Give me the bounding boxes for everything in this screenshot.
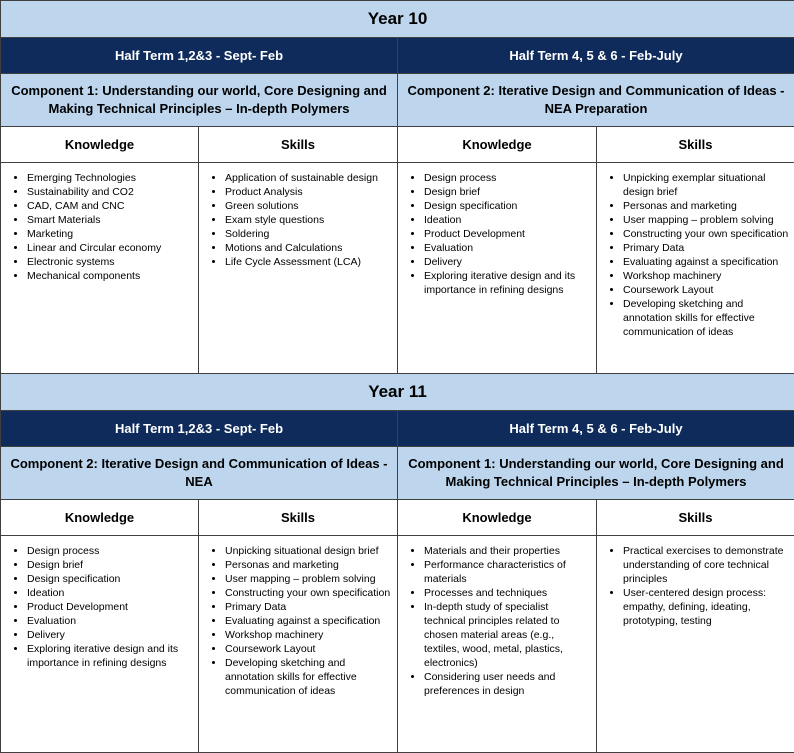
list-item: • Mechanical components — [27, 269, 194, 283]
list-item: • Marketing — [27, 227, 194, 241]
list-item: • Workshop machinery — [225, 628, 393, 642]
year-11-skills-list-2 — [597, 536, 794, 628]
list-item: • Considering user needs and preferences in design — [424, 670, 592, 698]
year-11-skills-cell-2 — [597, 536, 794, 753]
list-item: • Coursework Layout — [623, 283, 790, 297]
year-10-term-2-heading: Half Term 4, 5 & 6 - Feb-July — [398, 38, 794, 74]
list-item: • Practical exercises to demonstrate understanding of core technical principles — [623, 544, 790, 586]
list-item: • Design process — [27, 544, 194, 558]
year-10-skills-list-2 — [597, 163, 794, 339]
year-11-knowledge-list-1 — [1, 536, 198, 670]
list-item: • Green solutions — [225, 199, 393, 213]
year-11-knowledge-header-2: Knowledge — [398, 500, 597, 536]
year-10-term-1-component: Component 1: Understanding our world, Core Designing and Making Technical Principles – In-depth Polymers — [1, 74, 398, 127]
list-item: • Evaluation — [27, 614, 194, 628]
list-item: • Design process — [424, 171, 592, 185]
year-11-skills-cell-1 — [199, 536, 398, 753]
year-11-term-2-heading: Half Term 4, 5 & 6 - Feb-July — [398, 411, 794, 447]
list-item: • Materials and their properties — [424, 544, 592, 558]
list-item: • Exploring iterative design and its importance in refining designs — [27, 642, 194, 670]
year-10-skills-header-2: Skills — [597, 127, 794, 163]
list-item: • Primary Data — [225, 600, 393, 614]
year-10-knowledge-cell-1 — [1, 163, 199, 374]
list-item: • Coursework Layout — [225, 642, 393, 656]
list-item: • Sustainability and CO2 — [27, 185, 194, 199]
list-item: • Processes and techniques — [424, 586, 592, 600]
list-item: • Workshop machinery — [623, 269, 790, 283]
list-item: • Constructing your own specification — [225, 586, 393, 600]
list-item: • Exam style questions — [225, 213, 393, 227]
year-10-skills-list-1 — [199, 163, 397, 269]
list-item: • Ideation — [424, 213, 592, 227]
list-item: • Evaluation — [424, 241, 592, 255]
list-item: • Exploring iterative design and its importance in refining designs — [424, 269, 592, 297]
year-11-heading: Year 11 — [1, 374, 794, 411]
list-item: • Motions and Calculations — [225, 241, 393, 255]
list-item: • Primary Data — [623, 241, 790, 255]
list-item: • Product Development — [27, 600, 194, 614]
list-item: • Performance characteristics of materials — [424, 558, 592, 586]
list-item: • Delivery — [424, 255, 592, 269]
list-item: • Smart Materials — [27, 213, 194, 227]
year-10-heading: Year 10 — [1, 1, 794, 38]
list-item: • Linear and Circular economy — [27, 241, 194, 255]
list-item: • Design brief — [27, 558, 194, 572]
list-item: • Soldering — [225, 227, 393, 241]
list-item: • Unpicking situational design brief — [225, 544, 393, 558]
year-10-term-2-component: Component 2: Iterative Design and Communication of Ideas - NEA Preparation — [398, 74, 794, 127]
list-item: • Design specification — [27, 572, 194, 586]
list-item: • Unpicking exemplar situational design brief — [623, 171, 790, 199]
list-item: • Design brief — [424, 185, 592, 199]
year-10-knowledge-header-1: Knowledge — [1, 127, 199, 163]
year-11-knowledge-cell-2 — [398, 536, 597, 753]
list-item: • Evaluating against a specification — [623, 255, 790, 269]
year-10-skills-cell-2 — [597, 163, 794, 374]
list-item: • Life Cycle Assessment (LCA) — [225, 255, 393, 269]
year-11-table — [0, 373, 794, 753]
list-item: • Personas and marketing — [623, 199, 790, 213]
list-item: • Delivery — [27, 628, 194, 642]
year-11-knowledge-cell-1 — [1, 536, 199, 753]
year-11-term-2-component: Component 1: Understanding our world, Core Designing and Making Technical Principles – In-depth Polymers — [398, 447, 794, 500]
list-item: • Design specification — [424, 199, 592, 213]
list-item: • Developing sketching and annotation skills for effective communication of ideas — [623, 297, 790, 339]
year-11-term-1-heading: Half Term 1,2&3 - Sept- Feb — [1, 411, 398, 447]
year-11-knowledge-header-1: Knowledge — [1, 500, 199, 536]
year-10-term-1-heading: Half Term 1,2&3 - Sept- Feb — [1, 38, 398, 74]
list-item: • CAD, CAM and CNC — [27, 199, 194, 213]
list-item: • User mapping – problem solving — [225, 572, 393, 586]
list-item: • Electronic systems — [27, 255, 194, 269]
year-11-skills-header-1: Skills — [199, 500, 398, 536]
year-10-knowledge-header-2: Knowledge — [398, 127, 597, 163]
year-11-skills-list-1 — [199, 536, 397, 698]
year-10-table — [0, 0, 794, 374]
year-10-knowledge-list-1 — [1, 163, 198, 283]
list-item: • Product Development — [424, 227, 592, 241]
year-11-term-1-component: Component 2: Iterative Design and Communication of Ideas - NEA — [1, 447, 398, 500]
year-10-skills-cell-1 — [199, 163, 398, 374]
list-item: • Ideation — [27, 586, 194, 600]
list-item: • In-depth study of specialist technical principles related to chosen material areas (e.g., textiles, wood, metal, plastics, electronics) — [424, 600, 592, 670]
year-10-knowledge-list-2 — [398, 163, 596, 297]
year-11-skills-header-2: Skills — [597, 500, 794, 536]
list-item: • User mapping – problem solving — [623, 213, 790, 227]
year-11-knowledge-list-2 — [398, 536, 596, 698]
list-item: • Evaluating against a specification — [225, 614, 393, 628]
year-10-skills-header-1: Skills — [199, 127, 398, 163]
list-item: • Personas and marketing — [225, 558, 393, 572]
list-item: • Emerging Technologies — [27, 171, 194, 185]
list-item: • Developing sketching and annotation skills for effective communication of ideas — [225, 656, 393, 698]
list-item: • User-centered design process: empathy, defining, ideating, prototyping, testing — [623, 586, 790, 628]
list-item: • Constructing your own specification — [623, 227, 790, 241]
list-item: • Application of sustainable design — [225, 171, 393, 185]
year-10-knowledge-cell-2 — [398, 163, 597, 374]
list-item: • Product Analysis — [225, 185, 393, 199]
